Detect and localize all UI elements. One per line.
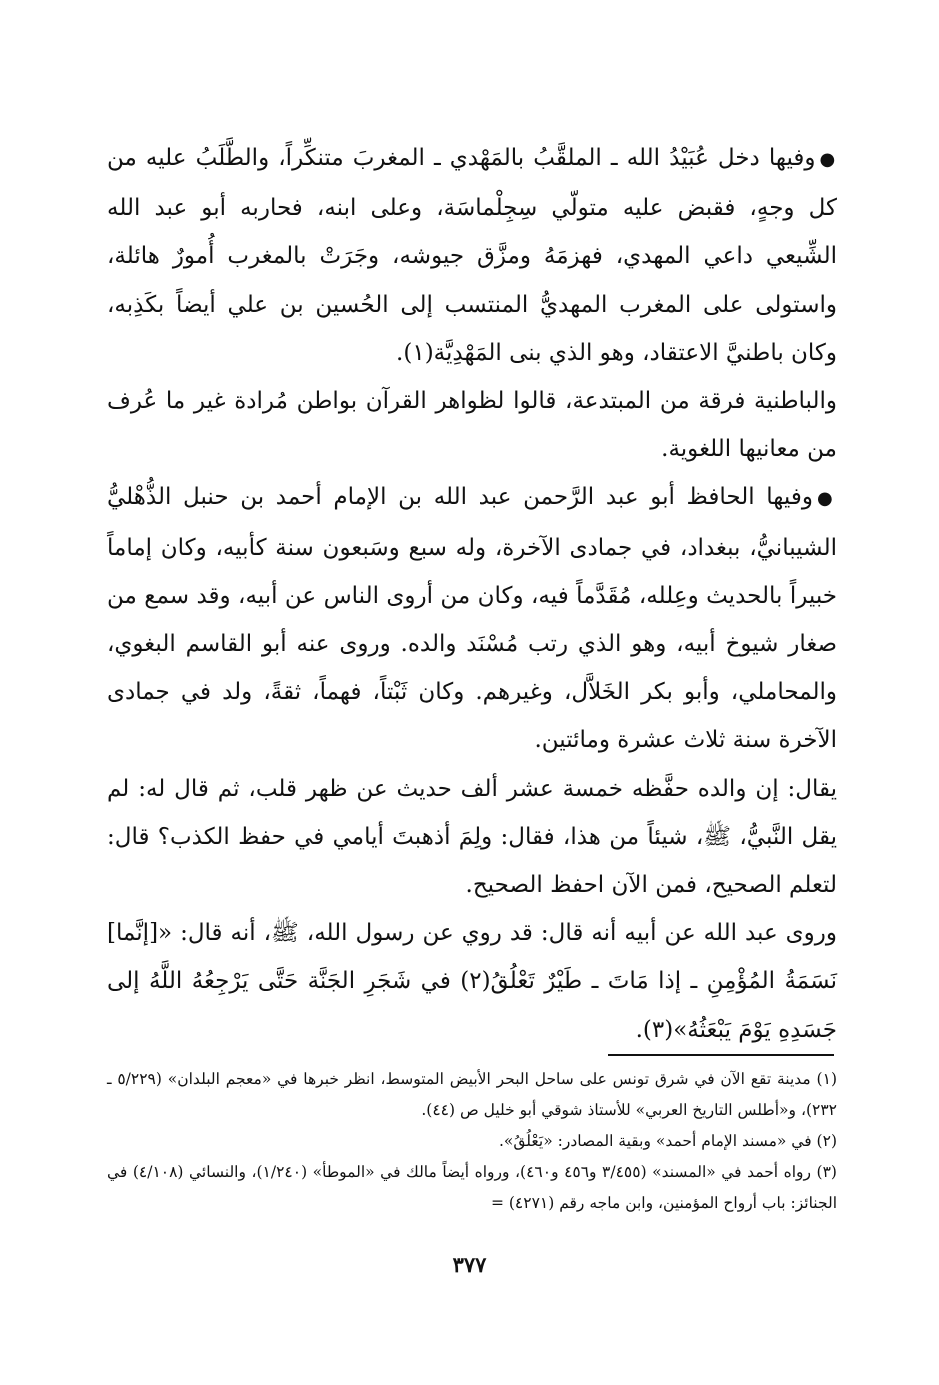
page-number: ٣٧٧ [452, 1252, 487, 1277]
paragraph-batiniyya [107, 377, 837, 473]
paragraph-hadith-narration [107, 909, 837, 1054]
paragraph-text: يقال: إن والده حفَّظه خمسة عشر ألف حديث عن ظهر قلب، ثم قال له: لم يقل النَّبيُّ، ﷺ، شيئاً من هذا، فقال: ولِمَ أذهبتَ أيامي في حفظ الكذب؟ قال: لتعلم الصحيح، فمن الآن احفظ الصحيح. [107, 775, 837, 899]
footnote-divider [608, 1054, 834, 1056]
paragraph-text: والباطنية فرقة من المبتدعة، قالوا لظواهر القرآن بواطن مُرادة غير ما عُرف من معانيها اللغوية. [107, 388, 837, 463]
paragraph-memorization [107, 765, 837, 910]
bullet-icon: ● [816, 488, 837, 510]
bullet-icon: ● [819, 149, 837, 170]
paragraph-text: وروى عبد الله عن أبيه أنه قال: قد روي عن رسول الله، ﷺ، أنه قال: «[إنَّما] نَسَمَةُ المُؤْمِنِ ـ إذا مَاتَ ـ طَيْرٌ تَعْلُقُ(٢) في شَجَرِ الجَنَّة حَتَّى يَرْجِعُهُ اللَّهُ إلى جَسَدِهِ يَوْمَ يَبْعَثُهُ»(٣). [107, 920, 837, 1043]
main-text [107, 134, 837, 1054]
footnote-3: (٣) رواه أحمد في «المسند» (٣/٤٥٥ و٤٥٦ و٤٦٠)، ورواه أيضاً مالك في «الموطأ» (١/٢٤٠)، والنسائي (٤/١٠٨) في الجنائز: باب أرواح المؤمنين، وابن ماجه رقم (٤٢٧١) = [107, 1163, 837, 1212]
paragraph-abdullah-ibn-hanbal [107, 473, 837, 764]
footnotes [107, 1064, 837, 1219]
footnote-1: (١) مدينة تقع الآن في شرق تونس على ساحل البحر الأبيض المتوسط، انظر خبرها في «معجم البلدان» (٥/٢٢٩ ـ ٢٣٢)، و«أطلس التاريخ العربي» للأستاذ شوقي أبو خليل ص (٤٤). [107, 1070, 837, 1119]
paragraph-text: وفيها الحافظ أبو عبد الرَّحمن عبد الله بن الإمام أحمد بن حنبل الذُّهْليُّ الشيبانيُّ، ببغداد، في جمادى الآخرة، وله سبع وسَبعون سنة كأبيه، وكان إماماً خبيراً بالحديث وعِلله، مُقَدَّماً فيه، وكان من أروى الناس عن أبيه، وقد سمع من صغار شيوخ أبيه، وهو الذي رتب مُسْنَد والده. وروى عنه أبو القاسم البغوي، والمحاملي، وأبو بكر الخَلاَّل، وغيرهم. وكان ثَبْتاً، فهماً، ثقةً، ولد في جمادى الآخرة سنة ثلاث عشرة ومائتين. [107, 484, 837, 754]
paragraph-text: وفيها دخل عُبَيْدُ الله ـ الملقَّبُ بالمَهْدي ـ المغربَ متنكِّراً، والطَّلَبُ عليه من كل وجهٍ، فقبض عليه متولّي سِجِلْماسَة، وعلى ابنه، فحاربه أبو عبد الله الشِّيعي داعي المهدي، فهزمَهُ ومزَّق جيوشه، وجَرَتْ بالمغرب أُمورٌ هائلة، واستولى على المغرب المهديُّ المنتسب إلى الحُسين بن علي أيضاً بكَذِبه، وكان باطنيَّ الاعتقاد، وهو الذي بنى المَهْدِيَّة(١). [107, 145, 837, 366]
paragraph-ubaidullah-mahdi [107, 134, 837, 377]
footnote-2: (٢) في «مسند الإمام أحمد» وبقية المصادر: «يَعْلُقُ». [498, 1132, 837, 1150]
